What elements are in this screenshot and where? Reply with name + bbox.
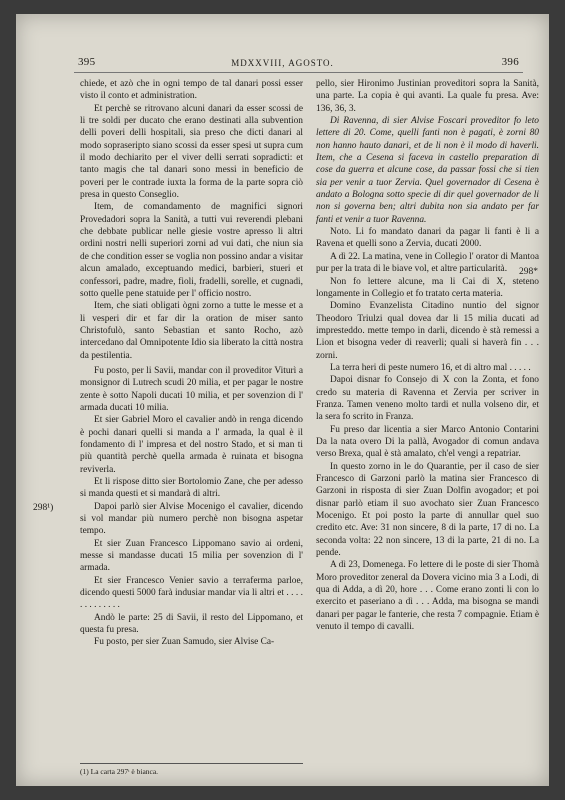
footnote: (1) La carta 297ᵗ è bianca. bbox=[80, 763, 303, 776]
paragraph: Et perchè se ritrovano alcuni danari da esser scossi de li tre soldi per ducato che erano destinati alla subvention delli poveri delli hospitali, sia preso che dicti danari al modo sopraseripto siano scossi da esser spesi ut supra cum il modo dechiarito per el viver delli serrati sopradicti: et tanto magis che tal danari sono messi in beneficio de poveri per le contrade iuxta la forma de la parte sopra ciò presa in questo Conseglio. bbox=[80, 103, 303, 201]
paragraph: Et sier Gabriel Moro el cavalier andò in renga dicendo è pochi danari quelli si manda a l' armada, la qual è il fondamento di l' impresa et del nostro Stado, et si man ti più quantità perchè quella armada è ruinata et bisogna reviverla. bbox=[80, 415, 303, 475]
paragraph: Noto. Li fo mandato danari da pagar li fanti è li a Ravena et quelli sono a Zervia, ducati 2000. bbox=[316, 227, 539, 250]
paragraph: Et sier Francesco Venier savio a terraferma parloe, dicendo questi 5000 farà indusiar mandar via li altri et . . . . . . . . . . . . . bbox=[80, 575, 303, 611]
page-number-left: 395 bbox=[78, 56, 96, 68]
paragraph: Domino Evanzelista Citadino nuntio del signor Theodoro Triulzi qual doveа dar li 15 milia ducati ad impresteddo. mette tempo in darli, dicendo è stà remessi a Lion et bisogna veder di reaverli; quali si haverà fin . . . zorni. bbox=[316, 301, 539, 361]
left-column bbox=[80, 78, 303, 649]
paragraph: Andò le parte: 25 di Savii, il resto del Lippomano, et questa fu presa. bbox=[80, 612, 303, 636]
running-title: MDXXVIII, AGOSTO. bbox=[231, 58, 334, 68]
right-column bbox=[316, 78, 539, 633]
paragraph: A dì 23, Domenega. Fo lettere di le poste di sier Thomà Moro proveditor zeneral da Dovera vicino mia 3 a Lodi, di qua di Adda, a dì 20, hore . . . Come erano zonti li con lo exercito et paseriano a dì . . . Adda, ma bisogna se mandi danari per pagar le fanterie, che resta 7 compagnie. Etiam è venuto il tempo di cavalli. bbox=[316, 560, 539, 633]
page-number-right: 396 bbox=[501, 56, 519, 68]
paragraph: A dì 22. La matina, vene in Collegio l' orator di Mantoa pur per la trata di le biave vol, et altre particularità. bbox=[316, 251, 539, 275]
paragraph: Fu posto, per sier Zuan Samudo, sier Alvise Ca- bbox=[94, 637, 275, 648]
paragraph: La terra heri di peste numero 16, et di altro mal . . . . . bbox=[330, 362, 531, 373]
paragraph: In questo zorno in le do Quarantie, per il caso de sier Francesco di Garzoni parlò la matina sier Francesco di Garzoni in risposta di sier Zuan Dolfin avogador; et poi disnar parlò etiam il suo avochato sier Zuan Francesco Mocenigo. Et poi posto la parte di annullar quel suo credito etc. Ave: 31 non sincere, 8 di la parte, 17 di no. La seconda volta: 22 non sincere, 13 di la parte, 21 di no. La pende. bbox=[316, 461, 539, 559]
paragraph: Item, che siati obligati ògni zorno a tutte le messe et a li vesperi dir et far dir la oration de miser santo Christofulò, santo Sebastian et santo Rocho, azò intercedano dal Omnipotente Idio sia liberato la città nostra da pestilentia. bbox=[80, 301, 303, 361]
margin-number-left: 298¹) bbox=[33, 503, 54, 513]
paragraph: Et li rispose ditto sier Bortolomio Zane, che per adesso si manda questi et si mandarà di altri. bbox=[80, 477, 303, 500]
paragraph: Dapoi parlò sier Alvise Mocenigo el cavalier, dicendo si vol mandar più numero perchè non bisogna aspetar tempo. bbox=[80, 501, 303, 537]
paragraph: Non fo lettere alcune, ma li Cai di X, steteno longamente in Collegio et fo tratato certa materia. bbox=[316, 276, 539, 299]
paragraph: Fu preso dar licentia a sier Marco Antonio Contarini Da la nata overo Di la pallà, Avogador di comun andava verso Brexa, qual è stà amalato, ch'el vengi a repatriar. bbox=[316, 424, 539, 460]
paragraph: pello, sier Hironimo Justinian proveditori sopra la Sanità, una parte. La copia è qui avanti. La quale fu presa. Ave: 136, 36, 3. bbox=[316, 79, 539, 114]
header-rule bbox=[74, 72, 523, 73]
paragraph: chiede, et azò che in ogni tempo de tal danari possi esser visto il conto et administration. bbox=[80, 79, 303, 102]
margin-number-right: 298* bbox=[519, 267, 538, 277]
paragraph: Di Ravenna, di sier Alvise Foscari proveditor fo leto lettere di 20. Come, quelli fanti non è pagati, è zorni 80 non hanno hauto danari, et de li non è il modo di haverli. Item, che a Cesena si faceva in castello preparation di cose da guerra et alcune cose, da passar fossi che si tien sia per venir a tuor Zervia. Quel governador di Cesena è andato a Bologna sotto specie di dir quel governador de li non si governa ben; altri dubita non sia andato per far fanti et venir a tuor Ravenna. bbox=[316, 116, 539, 225]
paragraph: Fu posto, per li Savii, mandar con il proveditor Viturì a monsignor di Lutrech scudi 20 milia, et per pagar le nostre zente è sotto Napoli ducati 10 milia, et per sovenzion di l' armada ducati 10 milia. bbox=[80, 365, 303, 413]
paragraph: Dapoi disnar fo Consejo di X con la Zonta, et fono credo su materia di Ravenna et Zervia per scriver in Franza. Tamen veneno molto tardi et nulla volseno dir, et la sera fo scrito in Franza. bbox=[316, 375, 539, 423]
document-page bbox=[16, 14, 549, 786]
paragraph: Et sier Zuan Francesco Lippomano savio ai ordeni, messe si mandasse ducati 15 milia per sovenzion di l' armada. bbox=[80, 538, 303, 574]
paragraph: Item, de comandamento de magnifici signori Provedadori sopra la Sanità, a tutti vui reverendi plebani che debbate publicar nelle giesie vostre apresso li altri ordini nostri nelli superiori zorni ad vui dati, che niun sia de che condition esser se voglia non possino andar a visitar alcun amalado, exceptuando medici, barbieri, stueri et confessori, padre, madre, fioli, fradelli, sorelle, et cugnadi, sotto quelle pene statuide per l' officio nostro. bbox=[80, 202, 303, 299]
